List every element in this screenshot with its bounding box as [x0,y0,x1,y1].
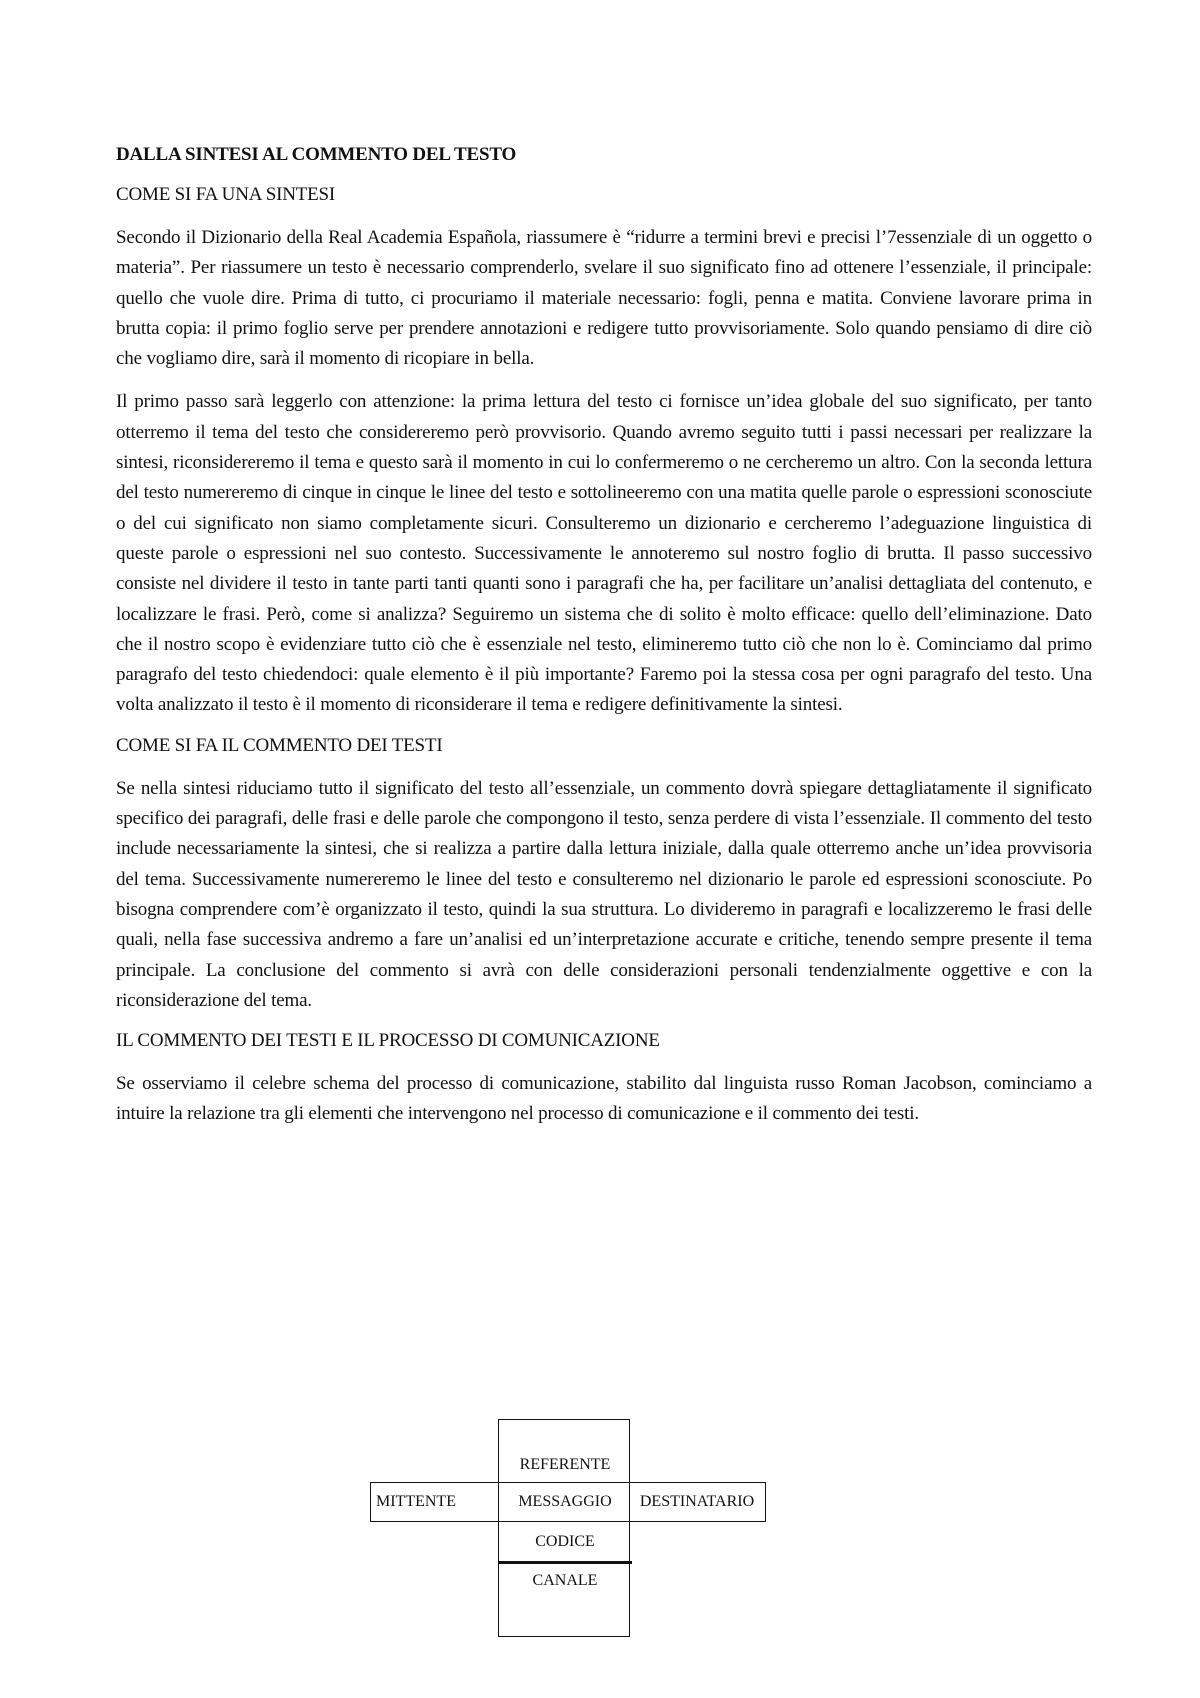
section-heading-sintesi: COME SI FA UNA SINTESI [116,184,336,205]
paragraph: Se osserviamo il celebre schema del processo di comunicazione, stabilito dal linguista russo Roman Jacobson, cominciamo a intuire la relazione tra gli elementi che intervengono nel processo di comunicazione e il commento dei testi. [116,1073,1092,1125]
diagram-messaggio: MESSAGGIO [518,1493,612,1510]
document-title: DALLA SINTESI AL COMMENTO DEL TESTO [116,144,517,165]
diagram-canale: CANALE [532,1572,598,1589]
diagram-divider [498,1561,632,1564]
paragraph: Il primo passo sarà leggerlo con attenzione: la prima lettura del testo ci fornisce un’idea globale del suo significato, per tanto otterremo il tema del testo che considereremo però provvisorio. Quando avremo seguito tutti i passi necessari per realizzare la sintesi, riconsidereremo il tema e questo sarà il momento in cui lo confermeremo o ne cercheremo un altro. Con la seconda lettura del testo numereremo di cinque in cinque le linee del testo e sottolineeremo con una matita quelle parole o espressioni sconosciute o del cui significato non siamo completamente sicuri. Consulteremo un dizionario e cercheremo l’adeguazione linguistica di queste parole o espressioni nel suo contesto. Successivamente le annoteremo sul nostro foglio di brutta. Il passo successivo consiste nel dividere il testo in tante parti tanti quanti sono i paragrafi che ha, per facilitare un’analisi dettagliata del contenuto, e localizzare le frasi. Però, come si analizza? Seguiremo un sistema che di solito è molto efficace: quello dell’eliminazione. Dato che il nostro scopo è evidenziare tutto ciò che è essenziale nel testo, elimineremo tutto ciò che non lo è. Cominciamo dal primo paragrafo del testo chiedendoci: quale elemento è il più importante? Faremo poi la stessa cosa per ogni paragrafo del testo. Una volta analizzato il testo è il momento di riconsiderare il tema e redigere definitivamente la sintesi. [116,391,1092,716]
diagram-mittente: MITTENTE [376,1493,456,1510]
diagram-destinatario: DESTINATARIO [639,1493,755,1510]
diagram-codice: CODICE [535,1533,595,1550]
section-heading-comunicazione: IL COMMENTO DEI TESTI E IL PROCESSO DI COMUNICAZIONE [116,1030,660,1052]
section-heading-commento: COME SI FA IL COMMENTO DEI TESTI [116,734,443,756]
paragraph: Se nella sintesi riduciamo tutto il significato del testo all’essenziale, un commento dovrà spiegare dettagliatamente il significato specifico dei paragrafi, delle frasi e delle parole che compongono il testo, senza perdere di vista l’essenziale. Il commento del testo include necessariamente la sintesi, che si realizza a partire dalla lettura iniziale, dalla quale otterremo anche un’idea provvisoria del tema. Successivamente numereremo le linee del testo e consulteremo nel dizionario le parole ed espressioni sconosciute. Po bisogna comprendere com’è organizzato il testo, quindi la sua struttura. Lo divideremo in paragrafi e localizzeremo le frasi delle quali, nella fase successiva andremo a fare un’analisi ed un’interpretazione accurate e critiche, tenendo sempre presente il tema principale. La conclusione del commento si avrà con delle considerazioni personali tendenzialmente oggettive e con la riconsiderazione del tema. [116,777,1092,1011]
diagram-referente: REFERENTE [519,1456,611,1473]
paragraph: Secondo il Dizionario della Real Academia Española, riassumere è “ridurre a termini brevi e precisi l’7essenziale di un oggetto o materia”. Per riassumere un testo è necessario comprenderlo, svelare il suo significato fino ad ottenere l’essenziale, il principale: quello che vuole dire. Prima di tutto, ci procuriamo il materiale necessario: fogli, penna e matita. Conviene lavorare prima in brutta copia: il primo foglio serve per prendere annotazioni e redigere tutto provvisoriamente. Solo quando pensiamo di dire ciò che vogliamo dire, sarà il momento di ricopiare in bella. [116,227,1092,370]
diagram-column-box [498,1419,630,1637]
